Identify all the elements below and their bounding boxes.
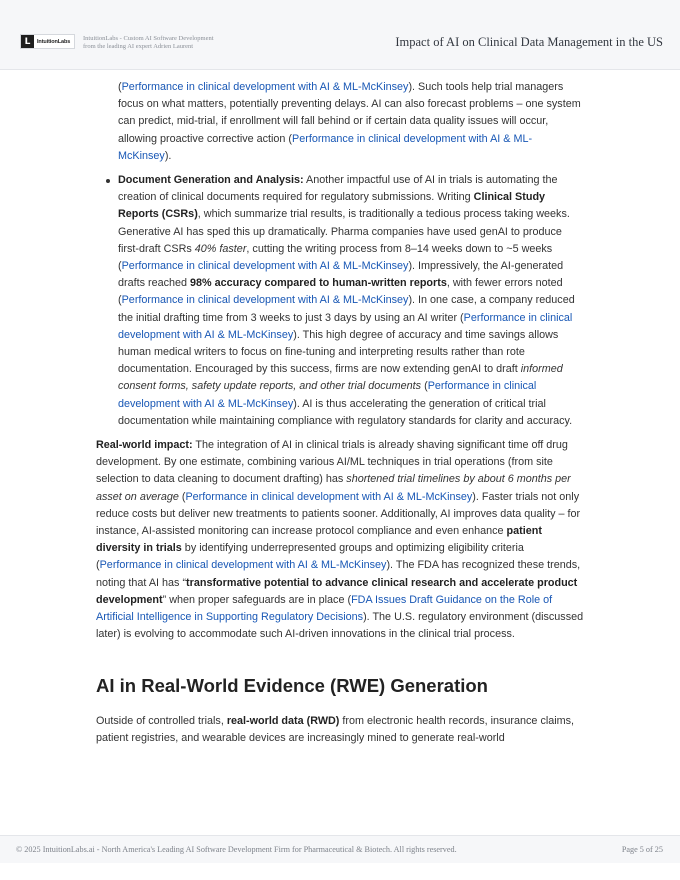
citation-link[interactable]: Performance in clinical development with AI & ML-McKinsey xyxy=(118,132,533,162)
citation-link[interactable]: Performance in clinical development with AI & ML-McKinsey xyxy=(121,294,409,307)
copyright-text: © 2025 IntuitionLabs.ai - North America's Leading AI Software Development Firm for Pharmaceutical & Biotech. All rights reserved. xyxy=(16,845,457,854)
fda-guidance-link[interactable]: FDA Issues Draft Guidance on the Role of Artificial Intelligence in Supporting Regulatory Decisions xyxy=(96,593,553,624)
company-logo[interactable] xyxy=(20,34,75,49)
header-tagline xyxy=(83,35,214,52)
logo-mark-icon: L xyxy=(21,35,34,48)
citation-link[interactable]: Performance in clinical development with AI & ML-McKinsey xyxy=(118,311,573,341)
tagline-line-1: IntuitionLabs - Custom AI Software Development xyxy=(83,35,214,42)
citation-link[interactable]: Performance in clinical development with AI & ML-McKinsey xyxy=(185,490,473,503)
section-heading: AI in Real-World Evidence (RWE) Generation xyxy=(96,674,488,696)
bullet-icon xyxy=(106,179,110,183)
section-paragraph: Outside of controlled trials, real-world data (RWD) from electronic health records, insurance claims, patient registries, and wearable devices are increasingly mined to generate real-world xyxy=(96,714,575,744)
continued-paragraph: (Performance in clinical development with AI & ML-McKinsey). Such tools help trial managers focus on what matters, potentially preventing delays. AI can also forecast problems – one system can predict, mid-trial, if enrollment will fall behind or if certain data quality issues will occur, allowing proactive corrective action (Performance in clinical development with AI & ML-McKinsey). xyxy=(118,81,581,162)
document-title: Impact of AI on Clinical Data Management in the US xyxy=(395,35,663,49)
logo-text: IntuitionLabs xyxy=(37,38,71,45)
citation-link[interactable]: Performance in clinical development with AI & ML-McKinsey xyxy=(121,260,409,273)
citation-link[interactable]: Performance in clinical development with AI & ML-McKinsey xyxy=(121,81,409,93)
citation-link[interactable]: Performance in clinical development with AI & ML-McKinsey xyxy=(118,380,537,410)
impact-paragraph: Real-world impact: The integration of AI in clinical trials is already shaving significant time off drug development. By one estimate, combining various AI/ML techniques in trial operations (from site selection to data cleaning to document drafting) has shortened trial timelines by about 6 months per asset on average (Performance in clinical development with AI & ML-McKinsey). Faster trials not only reduce costs but deliver new treatments to patients sooner. Additionally, AI improves data quality – for instance, AI-assisted monitoring can increase protocol compliance and even enhance patient diversity in trials by identifying underrepresented groups and optimizing eligibility criteria (Performance in clinical development with AI & ML-McKinsey). The FDA has recognized these trends, noting that AI has “transformative potential to advance clinical research and accelerate product development” when proper safeguards are in place (FDA Issues Draft Guidance on the Role of Artificial Intelligence in Supporting Regulatory Decisions). The U.S. regulatory environment (discussed later) is evolving to accommodate such AI-driven innovations in the clinical trial process. xyxy=(96,439,584,641)
page-content xyxy=(96,79,584,747)
bullet-heading: Document Generation and Analysis: xyxy=(118,174,304,187)
list-item xyxy=(96,172,584,430)
page-number: Page 5 of 25 xyxy=(621,845,663,854)
page-footer xyxy=(0,835,680,863)
tagline-line-2: from the leading AI expert Adrien Laurent xyxy=(83,43,194,51)
bullet-paragraph: Document Generation and Analysis: Another impactful use of AI in trials is automating the creation of clinical documents required for regulatory submissions. Writing Clinical Study Reports (CSRs), which summarize trial results, is traditionally a tedious process taking weeks. Generative AI has sped this up dramatically. Pharma companies have used genAI to produce first-draft CSRs 40% faster, cutting the writing process from 8–14 weeks down to ~5 weeks (Performance in clinical development with AI & ML-McKinsey). Impressively, the AI-generated drafts reached 98% accuracy compared to human-written reports, with fewer errors noted (Performance in clinical development with AI & ML-McKinsey). In one case, a company reduced the initial drafting time from 3 weeks to just 3 days by using an AI writer (Performance in clinical development with AI & ML-McKinsey). This high degree of accuracy and time savings allows human medical writers to focus on fine-tuning and interpreting results rather than rote documentation. Encouraged by this success, firms are now extending genAI to draft informed consent forms, safety update reports, and other trial documents (Performance in clinical development with AI & ML-McKinsey). AI is thus accelerating the generation of critical trial documentation while maintaining compliance with regulatory standards for clarity and accuracy. xyxy=(118,174,575,427)
page-header xyxy=(0,0,680,70)
citation-link[interactable]: Performance in clinical development with AI & ML-McKinsey xyxy=(99,559,387,572)
impact-heading: Real-world impact: xyxy=(96,439,193,452)
